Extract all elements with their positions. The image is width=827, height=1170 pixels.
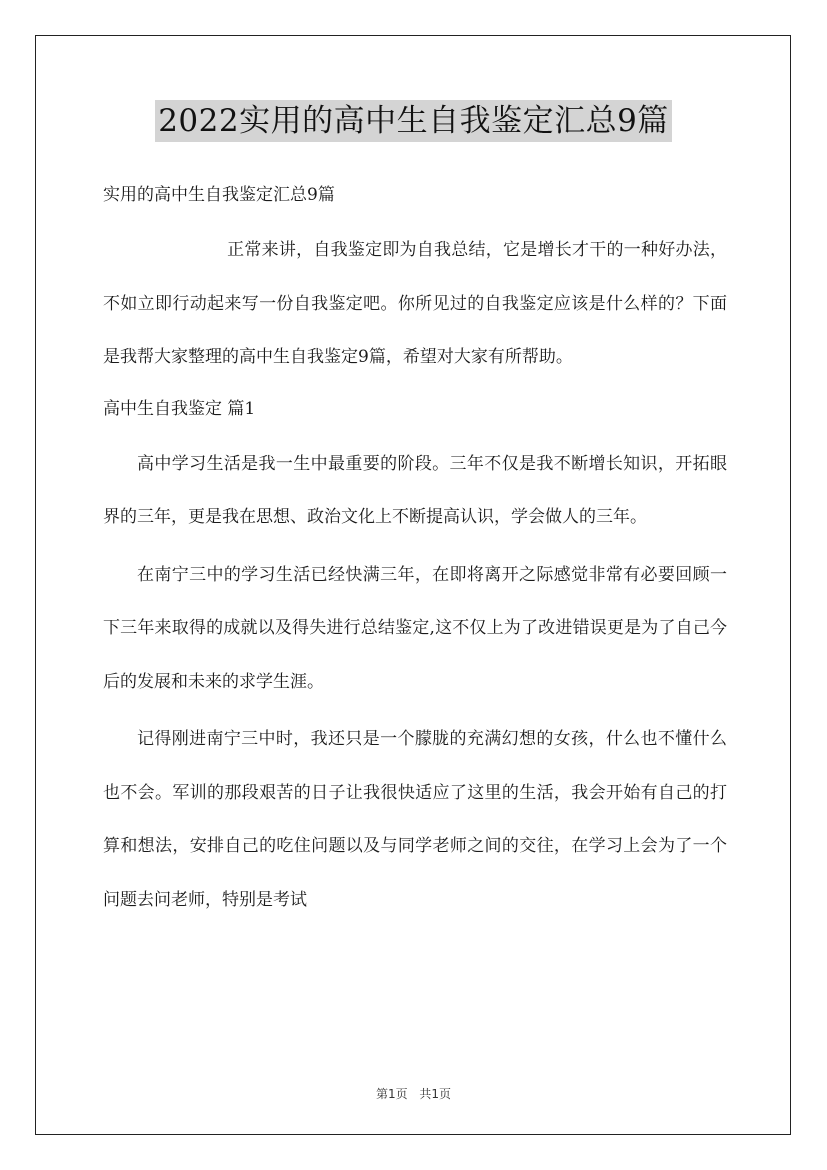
body-paragraph-3: 记得刚进南宁三中时，我还只是一个朦胧的充满幻想的女孩，什么也不懂什么也不会。军训的那段艰苦的日子让我很快适应了这里的生活，我会开始有自己的打算和想法，安排自己的吃住问题以及与同学老师之间的交往，在学习上会为了一个问题去问老师，特别是考试: [103, 729, 727, 910]
document-subtitle: 实用的高中生自我鉴定汇总9篇: [103, 185, 335, 205]
body-paragraph-1: 高中学习生活是我一生中最重要的阶段。三年不仅是我不断增长知识，开拓眼界的三年，更是我在思想、政治文化上不断提高认识，学会做人的三年。: [103, 453, 727, 527]
section-heading: 高中生自我鉴定 篇1: [103, 398, 256, 419]
document-title: 2022实用的高中生自我鉴定汇总9篇: [155, 100, 672, 142]
title-container: [0, 100, 827, 142]
page-number: 第1页: [375, 1087, 408, 1101]
page-total: 共1页: [419, 1087, 452, 1101]
document-body: [103, 175, 727, 931]
body-paragraph-2: 在南宁三中的学习生活已经快满三年，在即将离开之际感觉非常有必要回顾一下三年来取得的成就以及得失进行总结鉴定,这不仅上为了改进错误更是为了自己今后的发展和未来的求学生涯。: [103, 564, 727, 692]
intro-paragraph: 正常来讲，自我鉴定即为自我总结，它是增长才干的一种好办法，不如立即行动起来写一份自我鉴定吧。你所见过的自我鉴定应该是什么样的？下面是我帮大家整理的高中生自我鉴定9篇，希望对大家有所帮助。: [103, 240, 727, 367]
page-footer: [0, 1085, 827, 1102]
